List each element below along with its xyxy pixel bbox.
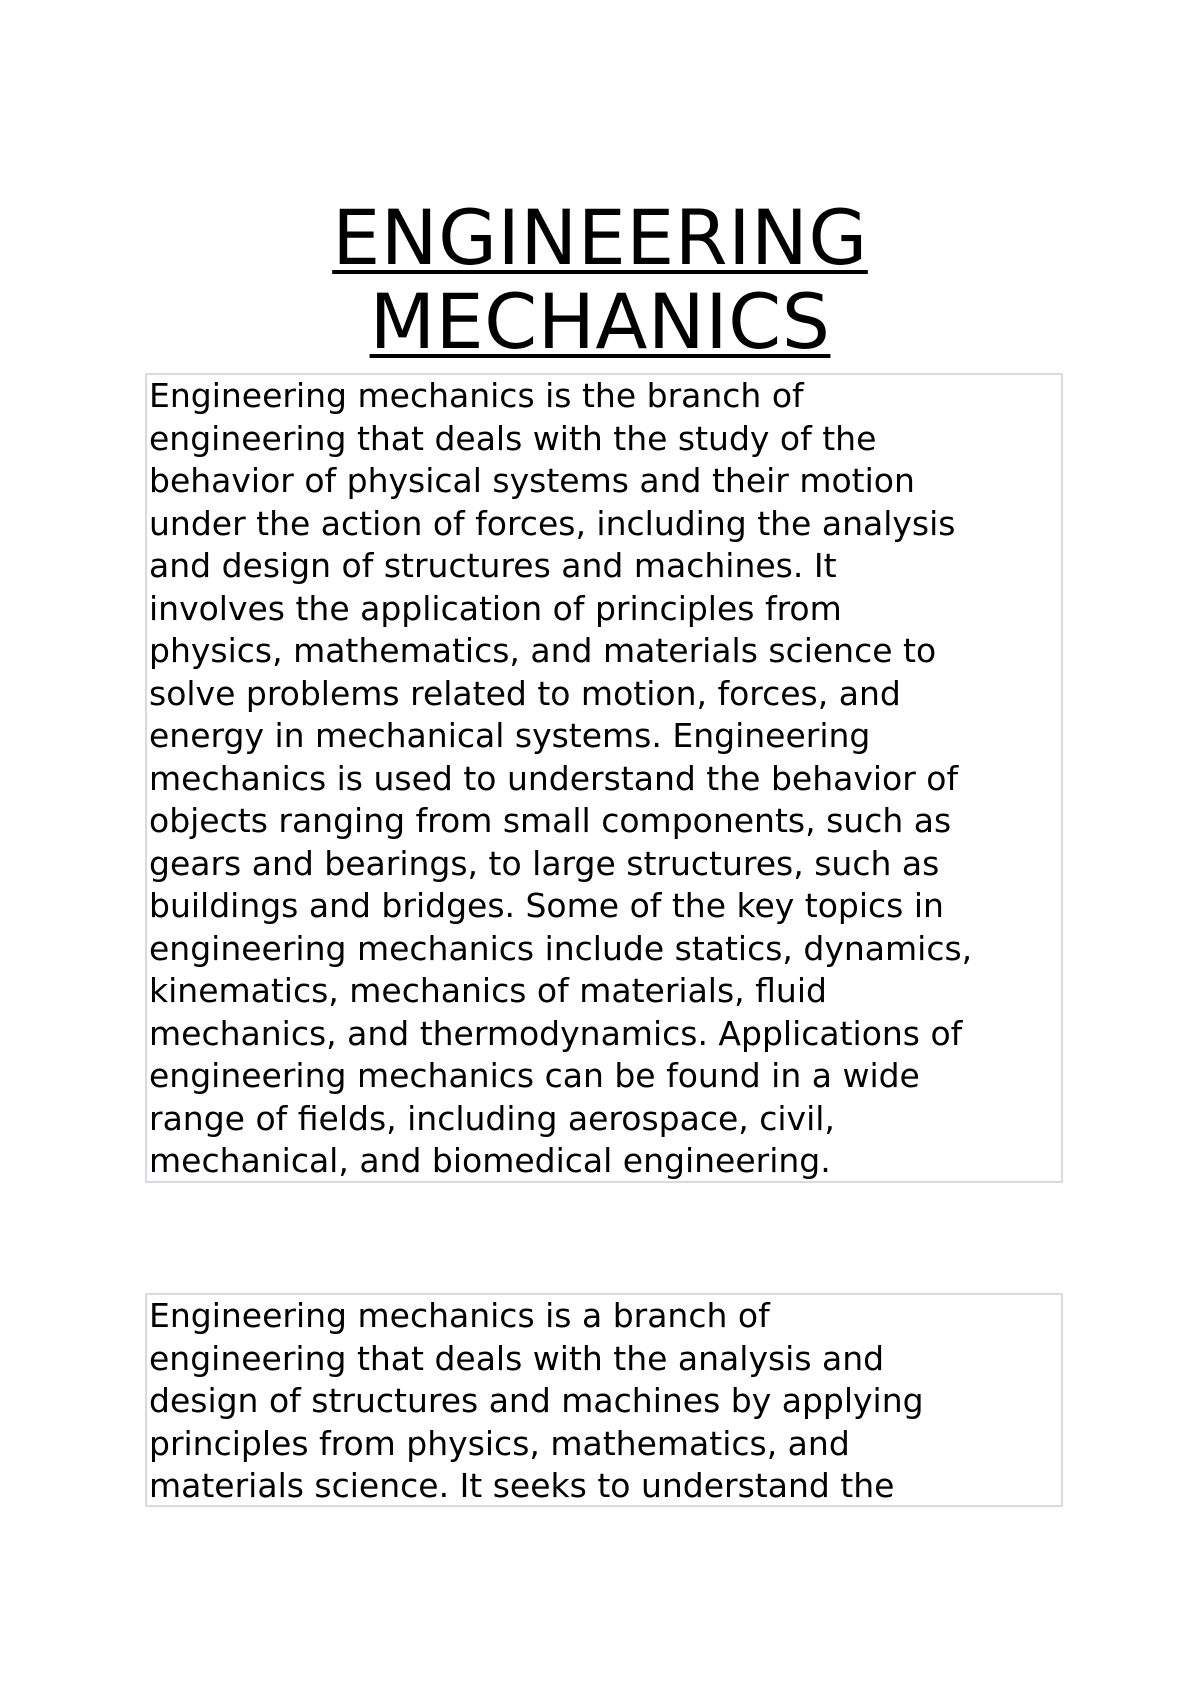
paragraph-1-line: kinematics, mechanics of materials, fluid [149,971,827,1010]
paragraph-1-line: engineering that deals with the study of the [149,418,877,458]
paragraph-1-line: mechanics is used to understand the behavior of [149,758,959,798]
paragraph-1-line: range of fields, including aerospace, civil, [149,1098,835,1138]
paragraph-1-line: mechanics, and thermodynamics. Applications of [149,1013,963,1053]
paragraph-2-line: materials science. It seeks to understand the [149,1466,895,1505]
paragraph-2-line: principles from physics, mathematics, and [149,1423,850,1463]
paragraph-2-line: Engineering mechanics is a branch of [149,1296,770,1335]
paragraph-1-line: physics, mathematics, and materials science to [149,631,937,670]
paragraph-1-line: engineering mechanics include statics, dynamics, [149,928,973,968]
paragraph-1-line: Engineering mechanics is the branch of [149,376,804,415]
paragraph-1-line: objects ranging from small components, such as [149,801,952,840]
paragraph-1-line: engineering mechanics can be found in a wide [149,1056,920,1095]
paragraph-1-line: under the action of forces, including the analysis [149,503,956,543]
paragraph-1-line: buildings and bridges. Some of the key topics in [149,886,944,925]
title-line-2: MECHANICS [369,277,831,366]
document-title [0,193,1200,366]
text-box-paragraph-1[interactable] [145,373,1063,1183]
paragraph-1-line: mechanical, and biomedical engineering. [149,1141,831,1180]
paragraph-2-line: design of structures and machines by applying [149,1381,924,1420]
paragraph-1-line: solve problems related to motion, forces, and [149,673,901,713]
paragraph-1-line: behavior of physical systems and their motion [149,461,915,500]
paragraph-1-line: energy in mechanical systems. Engineering [149,716,871,755]
paragraph-1-line: and design of structures and machines. It [149,546,837,585]
text-box-paragraph-2[interactable] [145,1293,1063,1507]
paragraph-2-line: engineering that deals with the analysis and [149,1338,885,1378]
title-line-1: ENGINEERING [332,193,868,282]
paragraph-1-line: involves the application of principles from [149,588,842,628]
paragraph-1-line: gears and bearings, to large structures, such as [149,843,940,883]
